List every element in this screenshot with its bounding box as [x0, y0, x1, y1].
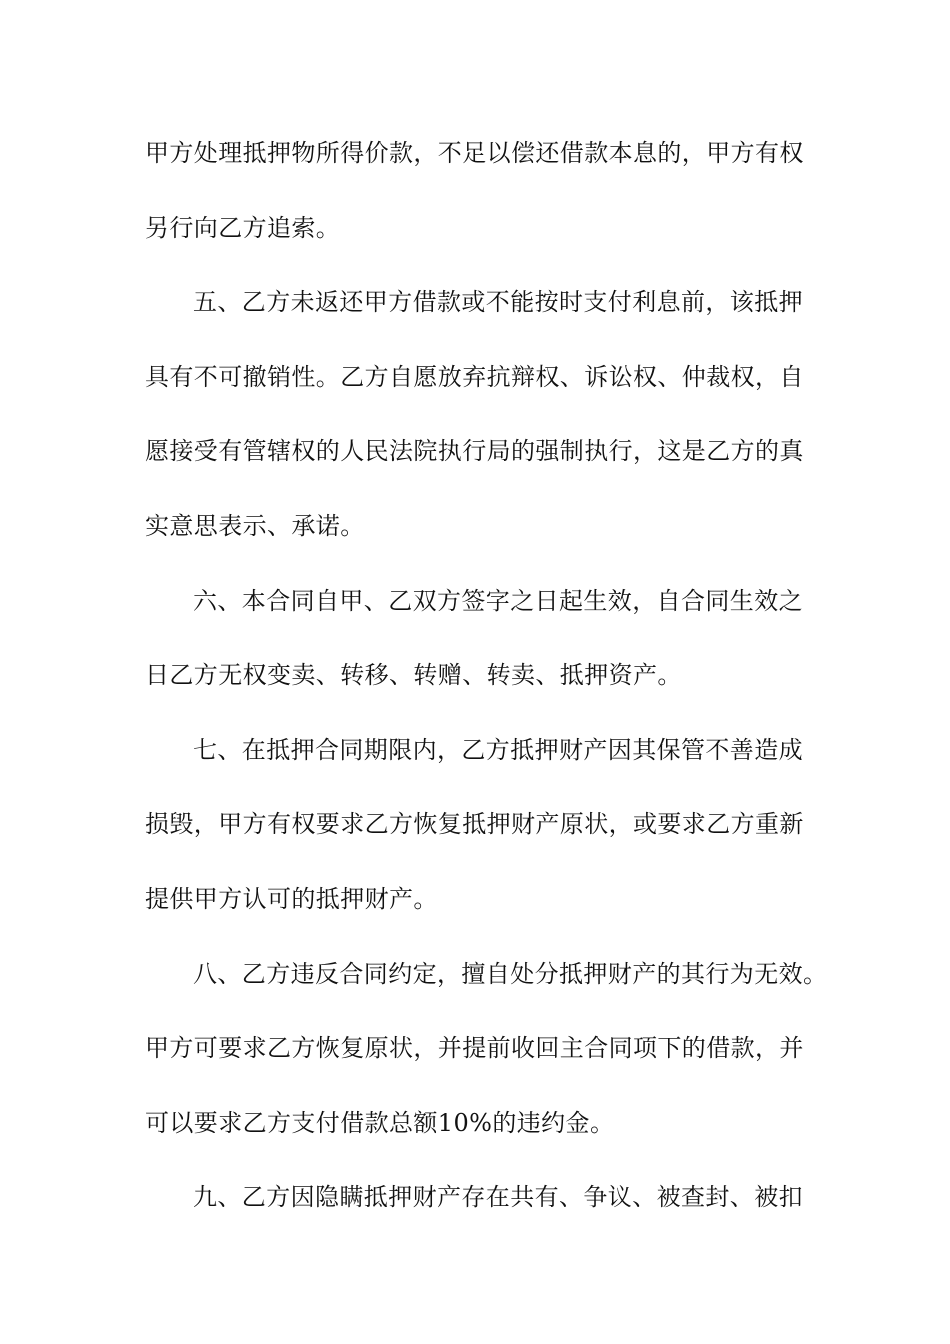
- text-line: 可以要求乙方支付借款总额10%的违约金。: [145, 1108, 615, 1137]
- text-line: 实意思表示、承诺。: [145, 511, 365, 540]
- text-line: 日乙方无权变卖、转移、转赠、转卖、抵押资产。: [145, 661, 682, 690]
- text-line: 甲方处理抵押物所得价款，不足以偿还借款本息的，甲方有权: [145, 139, 804, 167]
- text-line: 具有不可撤销性。乙方自愿放弃抗辩权、诉讼权、仲裁权，自: [145, 362, 804, 391]
- text-line: 另行向乙方追索。: [145, 213, 341, 242]
- text-line: 损毁，甲方有权要求乙方恢复抵押财产原状，或要求乙方重新: [145, 810, 804, 839]
- clause-8-start: 八、乙方违反合同约定，擅自处分抵押财产的其行为无效。: [193, 959, 828, 988]
- clause-9-start: 九、乙方因隐瞒抵押财产存在共有、争议、被查封、被扣: [193, 1183, 803, 1212]
- clause-5-start: 五、乙方未返还甲方借款或不能按时支付利息前，该抵押: [193, 288, 803, 317]
- text-line: 甲方可要求乙方恢复原状，并提前收回主合同项下的借款，并: [145, 1034, 804, 1063]
- clause-6-start: 六、本合同自甲、乙双方签字之日起生效，自合同生效之: [193, 586, 803, 615]
- document-page: [145, 116, 828, 1235]
- text-line: 提供甲方认可的抵押财产。: [145, 884, 438, 913]
- text-line: 愿接受有管辖权的人民法院执行局的强制执行，这是乙方的真: [145, 437, 804, 466]
- clause-7-start: 七、在抵押合同期限内，乙方抵押财产因其保管不善造成: [193, 735, 803, 764]
